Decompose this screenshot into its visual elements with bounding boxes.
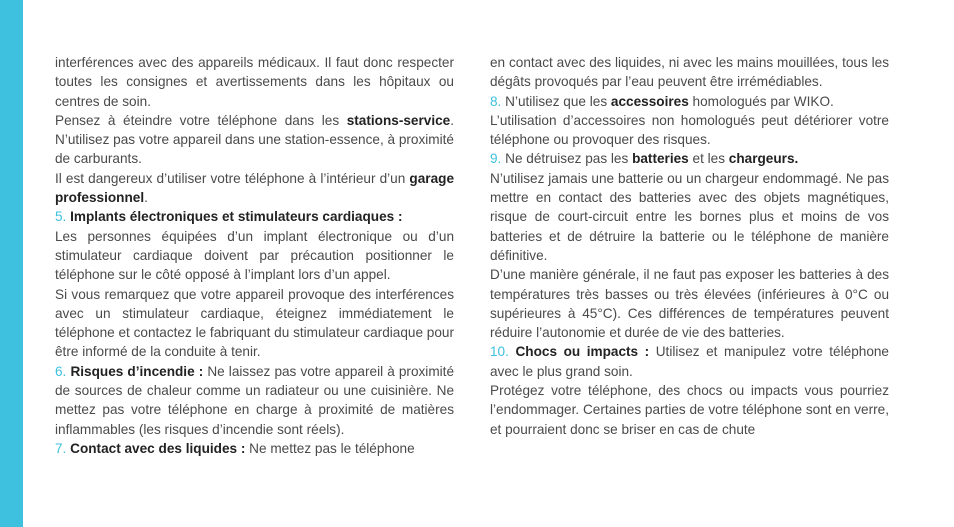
section-number: 10. bbox=[490, 344, 509, 360]
section-title: Implants électroniques et stimulateurs cardiaques : bbox=[70, 209, 403, 225]
keyword: garage professionnel bbox=[55, 170, 454, 206]
section-title: Chocs ou impacts : bbox=[515, 344, 650, 360]
section-number: 9. bbox=[490, 151, 502, 167]
section-number: 6. bbox=[55, 363, 67, 379]
text: Utilisez et manipulez votre téléphone avec le plus grand soin. bbox=[490, 344, 889, 379]
text: . bbox=[144, 190, 148, 206]
left-column bbox=[55, 53, 454, 458]
paragraph: L’utilisation d’accessoires non homologués peut détériorer votre téléphone ou provoquer des risques. bbox=[490, 112, 889, 148]
paragraph bbox=[55, 111, 454, 169]
text: N’utilisez que les bbox=[501, 93, 611, 109]
paragraph: D’une manière générale, il ne faut pas exposer les batteries à des températures très basses ou très élevées (inférieures à 0°C ou supérieures à 45°C). Ces différences de températures peuvent réduire l’autonomie et durée de vie des batteries. bbox=[490, 267, 889, 341]
paragraph: Les personnes équipées d’un implant électronique ou d’un stimulateur cardiaque doivent par précaution positionner le téléphone sur le côté opposé à l’implant lors d’un appel. bbox=[55, 228, 454, 283]
text: homologués par WIKO. bbox=[688, 93, 834, 109]
text: . N’utilisez pas votre appareil dans une station-essence, à proximité de carburants. bbox=[55, 112, 454, 167]
paragraph: interférences avec des appareils médicaux. Il faut donc respecter toutes les consignes et avertissements dans les hôpitaux ou centres de soin. bbox=[55, 55, 454, 109]
side-accent-bar bbox=[0, 0, 23, 527]
section-title: Contact avec des liquides : bbox=[70, 440, 246, 456]
text: Il est dangereux d’utiliser votre téléphone à l’intérieur d’un bbox=[55, 170, 410, 186]
section-5-heading bbox=[55, 207, 454, 226]
section-6 bbox=[55, 362, 454, 439]
keyword: batteries bbox=[632, 151, 689, 167]
section-7 bbox=[55, 439, 454, 458]
section-number: 7. bbox=[55, 440, 67, 456]
keyword: stations-service bbox=[346, 112, 451, 128]
keyword: chargeurs. bbox=[728, 151, 799, 167]
paragraph: N’utilisez jamais une batterie ou un chargeur endommagé. Ne pas mettre en contact des batteries avec des objets magnétiques, risque de court-circuit entre les bornes plus et moins de vos batteries et de détruire la batterie ou le téléphone de manière définitive. bbox=[490, 170, 889, 263]
section-9 bbox=[490, 149, 889, 168]
text: Pensez à éteindre votre téléphone dans les bbox=[55, 112, 347, 128]
text: Ne laissez pas votre appareil à proximité de sources de chaleur comme un radiateur ou une cuisinière. Ne mettez pas votre téléphone en charge à proximité de matières inflammables (les risques d’incendie sont réels). bbox=[55, 363, 455, 437]
section-8 bbox=[490, 92, 889, 111]
right-column bbox=[490, 53, 889, 439]
text: Ne détruisez pas les bbox=[501, 151, 633, 167]
paragraph: Protégez votre téléphone, des chocs ou impacts vous pourriez l’endommager. Certaines parties de votre téléphone sont en verre, et pourraient donc se briser en cas de chute bbox=[490, 383, 889, 437]
section-title: Risques d’incendie : bbox=[70, 363, 204, 379]
section-number: 5. bbox=[55, 209, 67, 225]
paragraph: en contact avec des liquides, ni avec les mains mouillées, tous les dégâts provoqués par l’eau peuvent être irrémédiables. bbox=[490, 55, 889, 90]
text: Ne mettez pas le téléphone bbox=[245, 440, 415, 456]
section-10 bbox=[490, 342, 889, 381]
keyword: accessoires bbox=[610, 93, 689, 109]
text: et les bbox=[688, 151, 729, 167]
paragraph: Si vous remarquez que votre appareil provoque des interférences avec un stimulateur cardiaque, éteignez immédiatement le téléphone et contactez le fabriquant du stimulateur cardiaque pour être informé de la conduite à tenir. bbox=[55, 286, 455, 360]
section-number: 8. bbox=[490, 93, 502, 109]
paragraph bbox=[55, 169, 454, 208]
